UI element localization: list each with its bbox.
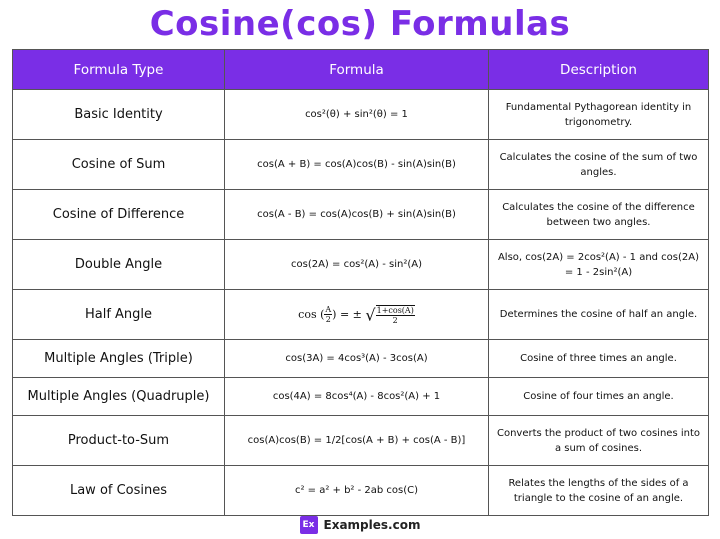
description-cell: Relates the lengths of the sides of a triangle to the cosine of an angle. [489, 466, 709, 516]
formula-type-cell: Multiple Angles (Triple) [13, 340, 225, 378]
formula-cell: cos(A - B) = cos(A)cos(B) + sin(A)sin(B) [225, 190, 489, 240]
formula-type-cell: Basic Identity [13, 90, 225, 140]
description-cell: Converts the product of two cosines into a sum of cosines. [489, 416, 709, 466]
formula-type-cell: Law of Cosines [13, 466, 225, 516]
formula-type-cell: Multiple Angles (Quadruple) [13, 378, 225, 416]
formula-cell: cos(A)cos(B) = 1/2[cos(A + B) + cos(A - B)] [225, 416, 489, 466]
table-row [13, 190, 709, 240]
fraction-numerator: A [325, 305, 332, 314]
description-cell: Also, cos(2A) = 2cos²(A) - 1 and cos(2A) = 1 - 2sin²(A) [489, 240, 709, 290]
radicand [376, 305, 415, 325]
formula-cell: cos(A + B) = cos(A)cos(B) - sin(A)sin(B) [225, 140, 489, 190]
formula-cell [225, 290, 489, 340]
description-cell: Fundamental Pythagorean identity in trigonometry. [489, 90, 709, 140]
square-root [365, 305, 414, 325]
table-header-row [13, 50, 709, 90]
formula-type-cell: Double Angle [13, 240, 225, 290]
cos-text: cos [298, 307, 317, 321]
formulas-table [12, 49, 709, 516]
footer [0, 515, 720, 535]
description-cell: Cosine of three times an angle. [489, 340, 709, 378]
formula-cell: cos(3A) = 4cos³(A) - 3cos(A) [225, 340, 489, 378]
footer-brand[interactable]: Examples.com [323, 518, 421, 532]
formula-cell: cos²(θ) + sin²(θ) = 1 [225, 90, 489, 140]
formula-cell: c² = a² + b² - 2ab cos(C) [225, 466, 489, 516]
table-row [13, 466, 709, 516]
fraction-denominator: 2 [325, 315, 331, 324]
table-row [13, 140, 709, 190]
header-formula-type: Formula Type [13, 50, 225, 90]
examples-logo-icon: Ex [300, 516, 318, 534]
formula-cell: cos(2A) = cos²(A) - sin²(A) [225, 240, 489, 290]
radical-icon: √ [365, 305, 376, 324]
table-row [13, 90, 709, 140]
header-formula: Formula [225, 50, 489, 90]
formula-type-cell: Cosine of Sum [13, 140, 225, 190]
description-cell: Calculates the cosine of the sum of two angles. [489, 140, 709, 190]
page-title: Cosine(cos) Formulas [149, 4, 571, 44]
table-row [13, 378, 709, 416]
description-cell: Cosine of four times an angle. [489, 378, 709, 416]
radicand-numerator: 1+cos(A) [376, 305, 414, 315]
radicand-denominator: 2 [392, 315, 398, 325]
header-description: Description [489, 50, 709, 90]
table-row [13, 240, 709, 290]
table-row [13, 416, 709, 466]
description-cell: Determines the cosine of half an angle. [489, 290, 709, 340]
table-row [13, 290, 709, 340]
description-cell: Calculates the cosine of the difference between two angles. [489, 190, 709, 240]
half-angle-formula: cos ( $\frac{A}{2}$ ) = ± √ $\frac{1+\cos(A)}{2}$ [298, 305, 414, 325]
formula-type-cell: Half Angle [13, 290, 225, 340]
formula-type-cell: Product-to-Sum [13, 416, 225, 466]
fraction-a-over-2 [324, 305, 332, 324]
equals-plus-minus: = ± [339, 307, 362, 321]
formula-cell: cos(4A) = 8cos⁴(A) - 8cos²(A) + 1 [225, 378, 489, 416]
radicand-fraction [376, 306, 415, 325]
table-row [13, 340, 709, 378]
formula-type-cell: Cosine of Difference [13, 190, 225, 240]
